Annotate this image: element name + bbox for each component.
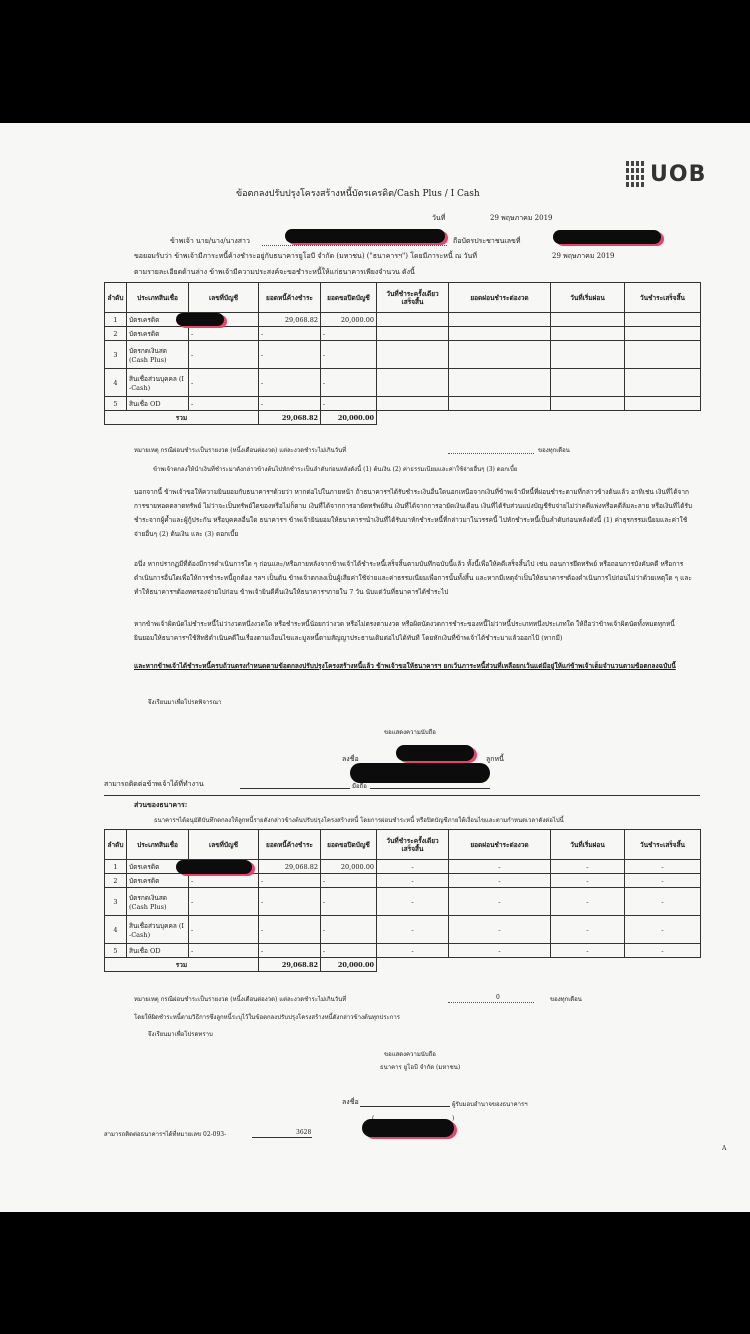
section-divider (104, 795, 700, 796)
bank-condition: โดยให้ผิดชำระหนี้ตามวิธีการซึ่งลูกหนี้ระบุไว้ในข้อตกลงปรับปรุงโครงสร้างหนี้ดังกล่าวข้างต้นทุกประการ (134, 1014, 401, 1021)
col-header: วันชำระเสร็จสิ้น (625, 283, 701, 313)
col-header: ลำดับ (105, 283, 127, 313)
bank-contact: สามารถติดต่อธนาคารฯได้ที่หมายเลข 02-093- (104, 1131, 227, 1138)
bank-closing: จึงเรียนมาเพื่อโปรดทราบ (148, 1031, 213, 1038)
table-total-row (105, 958, 701, 972)
table-row (105, 369, 701, 397)
total-debt: 29,068.82 (259, 411, 321, 425)
cell: - (449, 860, 551, 874)
cell: 2 (105, 327, 127, 341)
col-header: วันชำระเสร็จสิ้น (625, 830, 701, 860)
bank-name: ธนาคาร ยูโอบี จำกัด (มหาชน) (380, 1064, 461, 1071)
payment-order: ข้าพเจ้าตกลงให้นำเงินที่ชำระมาดังกล่าวข้างต้นไปหักชำระเป็นลำดับก่อนหลังดังนี้ (1) ต้นเงิน (2) ค่าธรรมเนียมและค่าใช้จ่ายอื่นๆ (3) ดอกเบี้ย (153, 466, 518, 473)
cell: - (321, 874, 377, 888)
cell: - (377, 874, 449, 888)
col-header: ลำดับ (105, 830, 127, 860)
cell: - (321, 341, 377, 369)
redacted-id (553, 230, 661, 244)
logo-text: UOB (650, 161, 707, 187)
sign-label: ลงชื่อ (342, 755, 359, 763)
table-row (105, 397, 701, 411)
contact-label: สามารถติดต่อข้าพเจ้าได้ที่ทำงาน (104, 780, 204, 788)
cell: 29,068.82 (259, 860, 321, 874)
cell (625, 341, 701, 369)
contact-mobile-label: มือถือ (352, 783, 367, 790)
cell: - (259, 341, 321, 369)
cell (449, 341, 551, 369)
accept-line2: ตามรายละเอียดด้านล่าง ข้าพเจ้ามีความประสงค์จะขอชำระหนี้ให้แก่ธนาคารเพียงจำนวน ดังนี้ (134, 268, 415, 276)
redacted-account (176, 860, 252, 874)
table-row (105, 874, 701, 888)
cell: สินเชื่อส่วนบุคคล (I -Cash) (127, 916, 189, 944)
table-row (105, 916, 701, 944)
cell: - (189, 888, 259, 916)
cell: 29,068.82 (259, 313, 321, 327)
col-header: ยอดหนี้ค้างชำระ (259, 283, 321, 313)
col-header: เลขที่บัญชี (189, 283, 259, 313)
cell: - (449, 888, 551, 916)
bank-note-value: 0 (496, 994, 500, 1001)
cell (625, 313, 701, 327)
cell: - (189, 327, 259, 341)
cell (551, 369, 625, 397)
cell: - (321, 327, 377, 341)
uob-logo-mark-icon (626, 161, 644, 187)
redacted-signature (396, 745, 474, 761)
cell: - (625, 888, 701, 916)
cell: บัตรกดเงินสด (Cash Plus) (127, 341, 189, 369)
cell: - (449, 944, 551, 958)
cell: - (259, 397, 321, 411)
total-label: รวม (105, 958, 259, 972)
cell: 4 (105, 369, 127, 397)
cell: - (551, 916, 625, 944)
document-page (0, 123, 750, 1212)
cell: 20,000.00 (321, 860, 377, 874)
cell: - (625, 860, 701, 874)
cell (377, 341, 449, 369)
cell: - (259, 369, 321, 397)
col-header: ยอดผ่อนชำระต่องวด (449, 830, 551, 860)
cell: - (189, 397, 259, 411)
cell: - (377, 944, 449, 958)
date-value: 29 พฤษภาคม 2019 (490, 214, 553, 222)
cell (449, 327, 551, 341)
cell (625, 327, 701, 341)
cell: - (625, 916, 701, 944)
cell: - (189, 341, 259, 369)
paragraph-3-bold: และหากข้าพเจ้าได้ชำระหนี้ครบถ้วนตรงกำหนดตามข้อตกลงปรับปรุงโครงสร้างหนี้แล้ว ข้าพเจ้าขอให้ธนาคารฯ ยกเว้นภาระหนี้ส่วนที่เหลือยกเว้นแต่มีอยู่ให้แก่ข้าพเจ้าเต็มจำนวนตามข้อตกลงฉบับนี้ (134, 662, 676, 670)
cell: - (551, 874, 625, 888)
col-header: ยอดขอปิดบัญชี (321, 283, 377, 313)
cell: - (321, 916, 377, 944)
cell: 3 (105, 341, 127, 369)
cell (551, 341, 625, 369)
cell: 1 (105, 860, 127, 874)
date-label: วันที่ (432, 214, 446, 222)
cell: สินเชื่อส่วนบุคคล (I -Cash) (127, 369, 189, 397)
paragraph-2: อนึ่ง หากปรากฏมีที่ต้องมีการดำเนินการใด ๆ ก่อนและ/หรือภายหลังจากข้าพเจ้าได้ชำระหนี้เสร็จสิ้นตามบันทึกฉบับนี้แล้ว ทั้งนี้เพื่อให้คดีเสร็จสิ้นไป เช่น ถอนการยึดทรัพย์ หรือถอนการบังคับคดี หรือการดำเนินการอื่นใดเพื่อให้การชำระหนี้ถูกต้อง ฯลฯ เป็นต้น ข้าพเจ้าตกลงเป็นผู้เสียค่าใช้จ่ายและค่าธรรมเนียมเพื่อการนั้นทั้งสิ้น และหากมีเหตุจำเป็นให้ธนาคารฯต้องดำเนินการไปก่อนไม่ว่าด้วยเหตุใด ๆ และทำให้ธนาคารฯต้องทดรองจ่ายไปก่อน ข้าพเจ้ายินดีคืนเงินให้ธนาคารฯภายใน 7 วัน นับแต่วันที่ธนาคารได้ชำระไป (134, 560, 692, 596)
cell (377, 397, 449, 411)
paragraph-3: หากข้าพเจ้าผิดนัดไม่ชำระหนี้ไม่ว่างวดหนึ่งงวดใด หรือชำระหนี้น้อยกว่างวด หรือไม่ตรงตามงวด หรือผิดนัดงวดการชำระของหนี้ไม่ว่าหนี้ประเภทหนึ่งประเภทใด ให้ถือว่าข้าพเจ้าผิดนัดทั้งหมดทุกหนี้ ยินยอมให้ธนาคารฯใช้สิทธิดำเนินคดีในเรื่องตามเงื่อนไขและมูลหนี้ตามสัญญาประธานเดิมต่อไปได้ทันที โดยหักเงินที่ข้าพเจ้าได้ชำระมาแล้วออกไป้ (หากมี) (134, 620, 675, 642)
respect: ขอแสดงความนับถือ (384, 729, 436, 736)
document-title: ข้อตกลงปรับปรุงโครงสร้างหนี้บัตรเครดิต/Cash Plus / I Cash (236, 189, 480, 199)
cell: 1 (105, 313, 127, 327)
cell: สินเชื่อ OD (127, 397, 189, 411)
table-header-row (105, 283, 701, 313)
note1-tail: ของทุกเดือน (538, 447, 570, 454)
cell: - (259, 888, 321, 916)
sign-role: ลูกหนี้ (486, 755, 504, 763)
cell: - (321, 397, 377, 411)
cell: - (189, 916, 259, 944)
total-debt: 29,068.82 (259, 958, 321, 972)
cell: บัตรเครดิต (127, 874, 189, 888)
total-close: 20,000.00 (321, 411, 377, 425)
cell: - (259, 874, 321, 888)
cell: สินเชื่อ OD (127, 944, 189, 958)
cell: - (189, 369, 259, 397)
accept-line: ขอยอมรับว่า ข้าพเจ้ามีภาระหนี้ค้างชำระอยู่กับธนาคารยูโอบี จำกัด (มหาชน) ("ธนาคารฯ") โดยมีภาระหนี้ ณ วันที่ (134, 252, 477, 260)
cell: บัตรเครดิต (127, 860, 189, 874)
redacted-name (285, 229, 445, 243)
cell: - (321, 888, 377, 916)
cell: 20,000.00 (321, 313, 377, 327)
col-header: เลขที่บัญชี (189, 830, 259, 860)
bank-note-tail: ของทุกเดือน (550, 996, 582, 1003)
bank-sign-role: ผู้รับมอบอำนาจของธนาคารฯ (452, 1101, 528, 1108)
col-header: ประเภทสินเชื่อ (127, 830, 189, 860)
bank-section-title: ส่วนของธนาคาร: (134, 800, 188, 809)
col-header: ยอดผ่อนชำระต่องวด (449, 283, 551, 313)
paren-close: ) (452, 1115, 455, 1122)
cell: บัตรกดเงินสด (Cash Plus) (127, 888, 189, 916)
cell: 5 (105, 944, 127, 958)
cell (449, 313, 551, 327)
table-row (105, 341, 701, 369)
cell (625, 397, 701, 411)
accept-date: 29 พฤษภาคม 2019 (552, 252, 615, 260)
redacted-printed-name (350, 763, 490, 783)
redacted-bank-officer (362, 1119, 454, 1137)
page-mark: A (722, 1145, 727, 1152)
cell: - (377, 916, 449, 944)
total-close: 20,000.00 (321, 958, 377, 972)
col-header: วันที่เริ่มผ่อน (551, 830, 625, 860)
col-header: ประเภทสินเชื่อ (127, 283, 189, 313)
cell: - (321, 944, 377, 958)
bank-sign-label: ลงชื่อ (342, 1098, 359, 1106)
customer-debt-table (104, 282, 701, 425)
cell (551, 327, 625, 341)
bank-intro: ธนาคารฯได้อนุมัติบันทึกตกลงให้ลูกหนี้รายดังกล่าวข้างต้นปรับปรุงโครงสร้างหนี้ โดยการผ่อนชำระหนี้ หรือปิดบัญชีภายใต้เงื่อนไขและตามกำหนดเวลาดังต่อไปนี้ (154, 817, 564, 824)
cell: - (377, 888, 449, 916)
note1: หมายเหตุ กรณีผ่อนชำระเป็นรายงวด (หนี้งเดือนต่องวด) แต่ละงวดชำระไม่เกินวันที่ (134, 447, 347, 454)
cell: 4 (105, 916, 127, 944)
id-label: ถือบัตรประชาชนเลขที่ (453, 237, 521, 245)
col-header: วันที่ชำระครั้งเดียว เสร็จสิ้น (377, 283, 449, 313)
cell: - (377, 860, 449, 874)
cell: - (321, 369, 377, 397)
cell (449, 369, 551, 397)
cell: บัตรเครดิต (127, 313, 189, 327)
cell: - (259, 327, 321, 341)
cell: - (259, 916, 321, 944)
cell: - (551, 944, 625, 958)
cell (449, 397, 551, 411)
cell: บัตรเครดิต (127, 327, 189, 341)
col-header: ยอดหนี้ค้างชำระ (259, 830, 321, 860)
cell: 5 (105, 397, 127, 411)
cell: - (625, 874, 701, 888)
cell: - (259, 944, 321, 958)
cell (551, 397, 625, 411)
cell (377, 327, 449, 341)
name-label: ข้าพเจ้า นาย/นาง/นางสาว (170, 237, 250, 245)
total-label: รวม (105, 411, 259, 425)
cell: - (551, 888, 625, 916)
col-header: ยอดขอปิดบัญชี (321, 830, 377, 860)
cell: - (551, 860, 625, 874)
bank-debt-table (104, 829, 701, 972)
bank-contact-ext: 3628 (296, 1129, 312, 1136)
table-header-row (105, 830, 701, 860)
redacted-account (176, 313, 224, 326)
cell: - (189, 944, 259, 958)
table-row (105, 327, 701, 341)
table-row (105, 944, 701, 958)
cell (377, 313, 449, 327)
cell: - (189, 874, 259, 888)
uob-logo (626, 161, 706, 187)
cell: 3 (105, 888, 127, 916)
cell (551, 313, 625, 327)
cell: - (625, 944, 701, 958)
bank-respect: ขอแสดงความนับถือ (384, 1051, 436, 1058)
cell: 2 (105, 874, 127, 888)
table-total-row (105, 411, 701, 425)
col-header: วันที่ชำระครั้งเดียว เสร็จสิ้น (377, 830, 449, 860)
cell: - (449, 916, 551, 944)
col-header: วันที่เริ่มผ่อน (551, 283, 625, 313)
cell (625, 369, 701, 397)
paragraph-1: นอกจากนี้ ข้าพเจ้าขอให้ความยินยอมกับธนาคารฯด้วยว่า หากต่อไปในภายหน้า ถ้าธนาคารฯได้รับชำระเงินอื่นใดนอกเหนือจากเงินที่ข้าพเจ้ามีหนี้ที่ผ่อนชำระตามที่กล่าวข้างต้นแล้ว อาทิเช่น เงินที่ได้จากการขายทอดตลาดทรัพย์ ไม่ว่าจะเป็นทรัพย์ใดของหรือไม่ก็ตาม เงินที่ได้จากการอายัดทรัพย์สิน เงินที่ได้จากการอายัดเงินเดือน เงินที่ได้รับส่วนแบ่งบัญชีรับจ่ายไม่ว่าคดีแพ่งหรือคดีล้มละลาย หรือเงินที่ได้รับชำระจากผู้ค้ำและผู้กู้ประกัน หรือบุคคลอื่นใด ธนาคารฯ ข้าพเจ้ายินยอมให้ธนาคารฯนำเงินที่ได้รับมาหักชำระหนี้ที่กล่าวมาในวรรคนี้ ไปหักชำระหนี้เป็นลำดับก่อนหลังดังนี้ (1) ค่าธุรกรรมเนียมและค่าใช้จ่ายอื่นๆ (2) ต้นเงิน และ (3) ดอกเบี้ย (134, 488, 693, 538)
cell: - (449, 874, 551, 888)
bank-note: หมายเหตุ กรณีผ่อนชำระเป็นรายงวด (หนี้งเดือนต่องวด) แต่ละงวดชำระไม่เกินวันที่ (134, 996, 347, 1003)
table-row (105, 888, 701, 916)
closing: จึงเรียนมาเพื่อโปรดพิจารณา (148, 699, 222, 706)
cell (377, 369, 449, 397)
